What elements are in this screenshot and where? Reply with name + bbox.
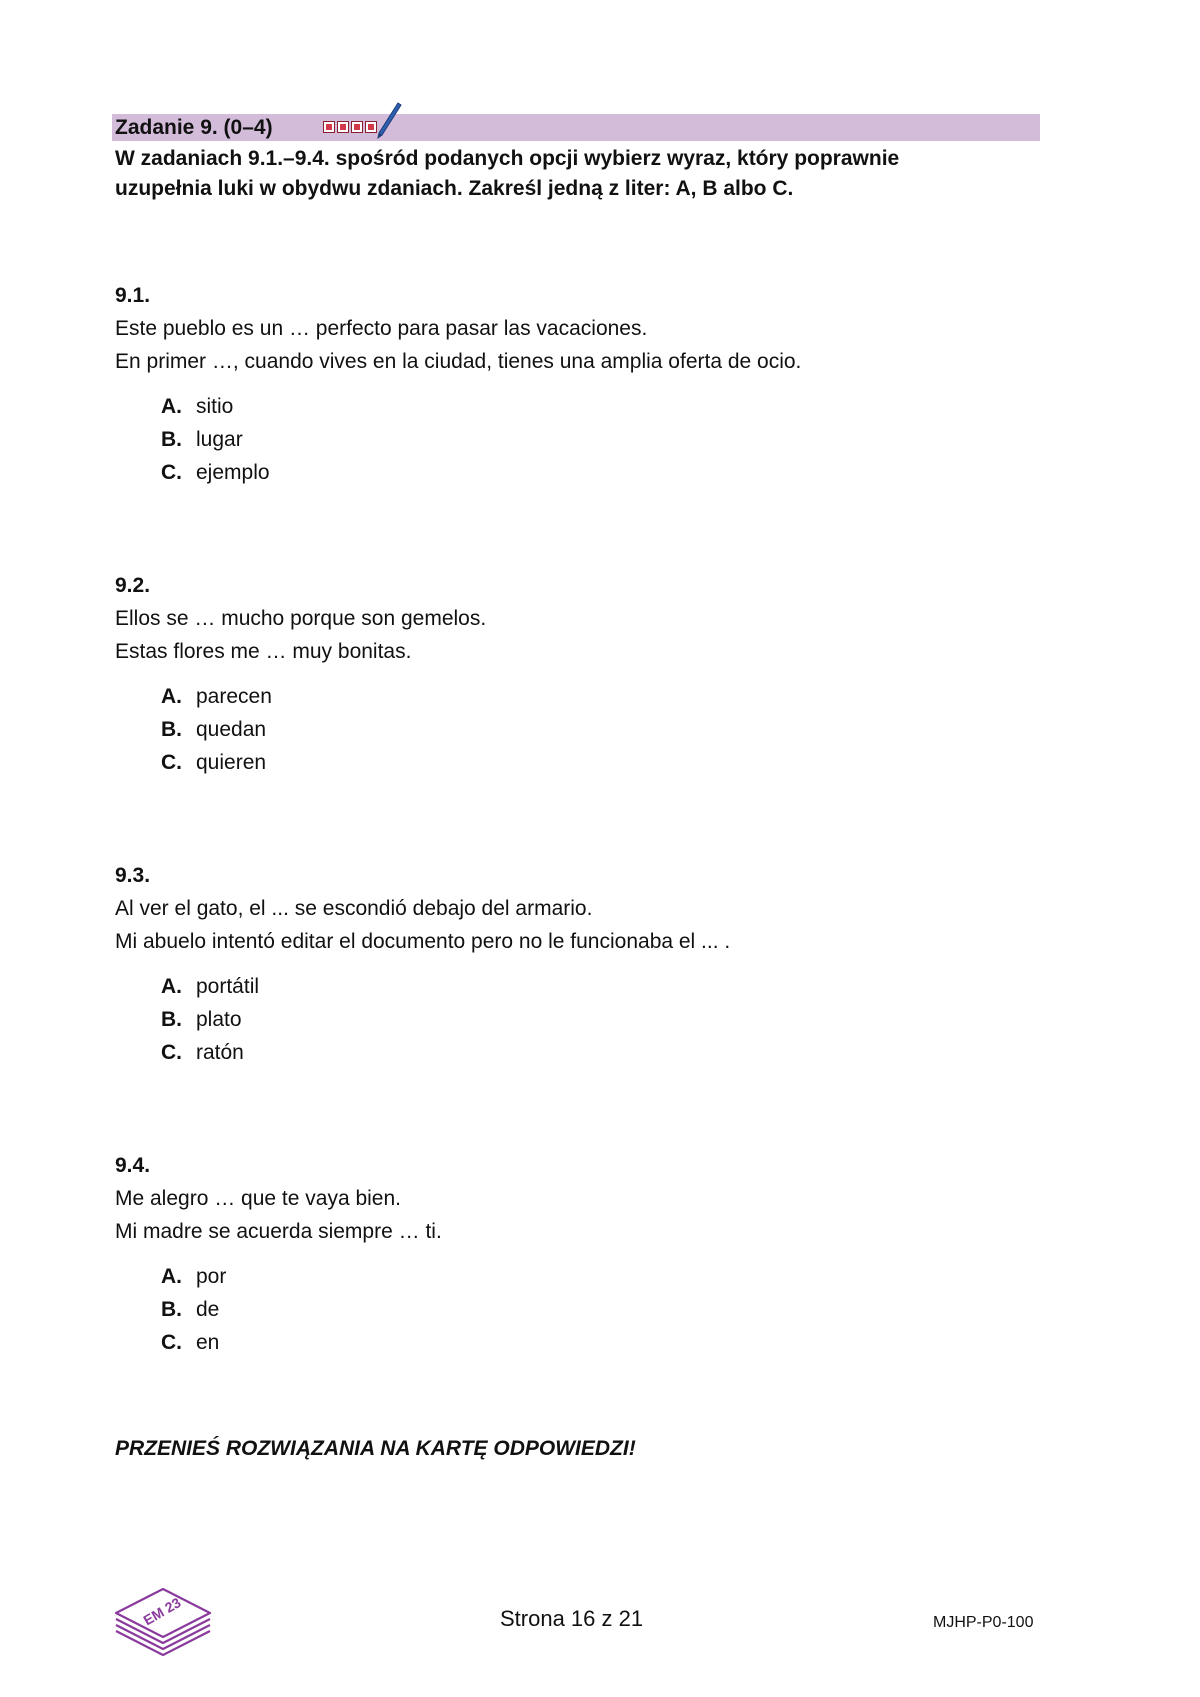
question-number: 9.4. <box>115 1154 151 1177</box>
question-sentence: Me alegro … que te vaya bien. <box>115 1187 402 1210</box>
option-text: plato <box>196 1008 242 1031</box>
question-sentence: Mi madre se acuerda siempre … ti. <box>115 1220 442 1243</box>
options-list <box>115 970 1015 1069</box>
option-letter: B. <box>161 1298 182 1321</box>
option-a[interactable] <box>161 390 1015 423</box>
pen-icon <box>376 102 402 140</box>
option-text: lugar <box>196 428 243 451</box>
question-number: 9.2. <box>115 574 151 597</box>
em23-logo-icon <box>112 1583 214 1659</box>
option-c[interactable] <box>161 746 1015 779</box>
option-b[interactable] <box>161 1003 1015 1036</box>
option-text: en <box>196 1331 220 1354</box>
option-letter: C. <box>161 1041 182 1064</box>
instruction-line-1: W zadaniach 9.1.–9.4. spośród podanych opcji wybierz wyraz, który poprawnie <box>115 147 900 170</box>
option-text: sitio <box>196 395 234 418</box>
option-b[interactable] <box>161 1293 1015 1326</box>
option-letter: C. <box>161 461 182 484</box>
exam-code: MJHP-P0-100 <box>933 1614 1034 1631</box>
option-letter: C. <box>161 751 182 774</box>
option-letter: A. <box>161 685 182 708</box>
option-letter: A. <box>161 395 182 418</box>
option-letter: B. <box>161 1008 182 1031</box>
question-sentence: Este pueblo es un … perfecto para pasar las vacaciones. <box>115 317 648 340</box>
option-c[interactable] <box>161 456 1015 489</box>
option-b[interactable] <box>161 423 1015 456</box>
svg-text:EM 23: EM 23 <box>140 1594 184 1629</box>
score-box <box>337 121 349 133</box>
score-box <box>323 121 335 133</box>
task-title: Zadanie 9. (0–4) <box>115 116 273 139</box>
question-sentence: Al ver el gato, el ... se escondió debajo del armario. <box>115 897 593 920</box>
options-list <box>115 1260 1015 1359</box>
question-number: 9.1. <box>115 284 151 307</box>
option-c[interactable] <box>161 1036 1015 1069</box>
options-list <box>115 390 1015 489</box>
option-a[interactable] <box>161 1260 1015 1293</box>
question-sentence: Mi abuelo intentó editar el documento pero no le funcionaba el ... . <box>115 930 731 953</box>
question-9-2 <box>115 569 1015 779</box>
question-9-1 <box>115 279 1015 489</box>
score-boxes-icon <box>323 121 377 135</box>
task-instruction <box>115 144 1015 204</box>
question-number: 9.3. <box>115 864 151 887</box>
option-text: por <box>196 1265 227 1288</box>
transfer-answers-note: PRZENIEŚ ROZWIĄZANIA NA KARTĘ ODPOWIEDZI! <box>115 1437 636 1460</box>
option-b[interactable] <box>161 713 1015 746</box>
option-letter: B. <box>161 718 182 741</box>
option-letter: A. <box>161 975 182 998</box>
question-sentence: Ellos se … mucho porque son gemelos. <box>115 607 487 630</box>
question-9-3 <box>115 859 1015 1069</box>
option-letter: A. <box>161 1265 182 1288</box>
question-sentence: Estas flores me … muy bonitas. <box>115 640 412 663</box>
page-number: Strona 16 z 21 <box>500 1606 644 1631</box>
option-text: quedan <box>196 718 267 741</box>
option-text: parecen <box>196 685 272 708</box>
option-c[interactable] <box>161 1326 1015 1359</box>
options-list <box>115 680 1015 779</box>
score-box <box>351 121 363 133</box>
option-a[interactable] <box>161 970 1015 1003</box>
instruction-line-2: uzupełnia luki w obydwu zdaniach. Zakreśl jedną z liter: A, B albo C. <box>115 177 794 200</box>
option-letter: C. <box>161 1331 182 1354</box>
option-a[interactable] <box>161 680 1015 713</box>
option-text: quieren <box>196 751 267 774</box>
option-letter: B. <box>161 428 182 451</box>
question-9-4 <box>115 1149 1015 1359</box>
option-text: ejemplo <box>196 461 270 484</box>
option-text: de <box>196 1298 220 1321</box>
option-text: portátil <box>196 975 260 998</box>
option-text: ratón <box>196 1041 244 1064</box>
question-sentence: En primer …, cuando vives en la ciudad, tienes una amplia oferta de ocio. <box>115 350 802 373</box>
